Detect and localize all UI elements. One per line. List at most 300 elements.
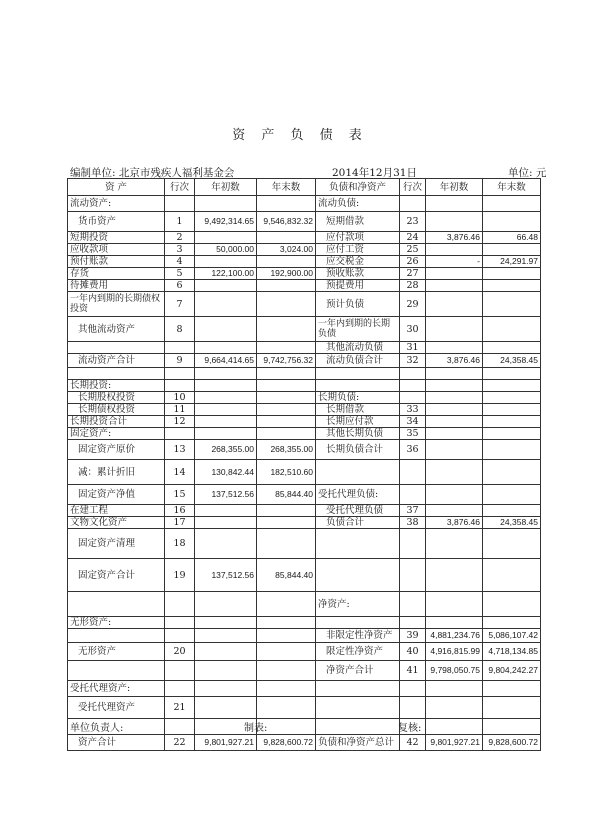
asset-item-cell: 预付账款 — [68, 256, 165, 268]
table-row — [68, 256, 541, 268]
asset-begin-cell — [195, 592, 257, 617]
liability-begin-cell — [426, 244, 483, 256]
asset-item-cell — [68, 629, 165, 643]
asset-line-cell — [165, 428, 195, 440]
liability-end-cell: 24,358.45 — [483, 354, 541, 368]
liability-begin-cell — [426, 196, 483, 212]
liability-line-cell: 37 — [400, 505, 426, 517]
asset-begin-cell — [195, 681, 257, 697]
table-row — [68, 460, 541, 485]
liability-line-cell: 28 — [400, 280, 426, 292]
liability-begin-cell — [426, 317, 483, 342]
table-row — [68, 559, 541, 592]
liability-begin-cell: 3,876.46 — [426, 232, 483, 244]
liability-line-cell: 30 — [400, 317, 426, 342]
liability-end-cell — [483, 317, 541, 342]
liability-begin-cell — [426, 681, 483, 697]
asset-line-cell: 16 — [165, 505, 195, 517]
liability-begin-cell — [426, 368, 483, 380]
asset-begin-cell — [195, 697, 257, 719]
table-row — [68, 292, 541, 317]
asset-item-cell: 固定资产合计 — [68, 559, 165, 592]
liability-item-cell — [316, 368, 400, 380]
liability-end-cell — [483, 559, 541, 592]
liability-begin-cell — [426, 617, 483, 629]
liability-end-cell — [483, 292, 541, 317]
liability-line-cell — [400, 681, 426, 697]
table-row — [68, 485, 541, 505]
liability-item-cell: 预计负债 — [316, 292, 400, 317]
asset-end-cell — [257, 661, 316, 681]
liability-end-cell — [483, 212, 541, 232]
header-liabilities: 负债和净资产 — [316, 179, 400, 196]
liability-end-cell — [483, 485, 541, 505]
asset-end-cell — [257, 592, 316, 617]
liability-line-cell — [400, 485, 426, 505]
asset-end-cell — [257, 342, 316, 354]
header-assets: 资 产 — [68, 179, 165, 196]
liability-end-cell: 24,358.45 — [483, 517, 541, 529]
asset-line-cell: 1 — [165, 212, 195, 232]
asset-end-cell: 9,546,832.32 — [257, 212, 316, 232]
liability-end-cell — [483, 404, 541, 416]
liability-line-cell: 27 — [400, 268, 426, 280]
asset-begin-cell: 50,000.00 — [195, 244, 257, 256]
liability-end-cell — [483, 244, 541, 256]
liability-line-cell — [400, 559, 426, 592]
asset-line-cell: 11 — [165, 404, 195, 416]
liability-line-cell — [400, 529, 426, 559]
asset-end-cell: 268,355.00 — [257, 440, 316, 460]
asset-line-cell: 20 — [165, 643, 195, 661]
asset-end-cell: 9,742,756.32 — [257, 354, 316, 368]
liability-item-cell: 长期负债合计 — [316, 440, 400, 460]
asset-line-cell: 2 — [165, 232, 195, 244]
asset-item-cell: 长期股权投资 — [68, 392, 165, 404]
asset-item-cell: 流动资产: — [68, 196, 165, 212]
table-row — [68, 232, 541, 244]
asset-line-cell: 22 — [165, 735, 195, 751]
balance-sheet-table — [67, 178, 541, 751]
asset-end-cell — [257, 317, 316, 342]
table-row — [68, 317, 541, 342]
asset-line-cell: 17 — [165, 517, 195, 529]
table-row — [68, 404, 541, 416]
asset-end-cell — [257, 529, 316, 559]
liability-item-cell — [316, 617, 400, 629]
asset-item-cell: 资产合计 — [68, 735, 165, 751]
table-row — [68, 342, 541, 354]
asset-item-cell: 文物文化资产 — [68, 517, 165, 529]
asset-begin-cell — [195, 280, 257, 292]
asset-item-cell: 短期投资 — [68, 232, 165, 244]
asset-begin-cell: 122,100.00 — [195, 268, 257, 280]
liability-end-cell: 5,086,107.42 — [483, 629, 541, 643]
asset-item-cell — [68, 592, 165, 617]
table-row — [68, 416, 541, 428]
table-row — [68, 212, 541, 232]
asset-item-cell: 长期投资: — [68, 380, 165, 392]
liability-line-cell — [400, 460, 426, 485]
asset-line-cell: 8 — [165, 317, 195, 342]
liability-item-cell: 负债合计 — [316, 517, 400, 529]
asset-line-cell: 7 — [165, 292, 195, 317]
asset-end-cell — [257, 517, 316, 529]
asset-begin-cell — [195, 392, 257, 404]
asset-begin-cell — [195, 517, 257, 529]
liability-end-cell — [483, 380, 541, 392]
asset-begin-cell: 9,664,414.65 — [195, 354, 257, 368]
liability-begin-cell — [426, 292, 483, 317]
liability-item-cell: 限定性净资产 — [316, 643, 400, 661]
liability-item-cell: 受托代理负债: — [316, 485, 400, 505]
asset-item-cell: 货币资产 — [68, 212, 165, 232]
asset-end-cell — [257, 404, 316, 416]
liability-item-cell: 非限定性净资产 — [316, 629, 400, 643]
currency-unit: 单位: 元 — [508, 167, 547, 179]
asset-line-cell — [165, 681, 195, 697]
asset-item-cell: 无形资产 — [68, 643, 165, 661]
liability-line-cell — [400, 592, 426, 617]
liability-begin-cell — [426, 559, 483, 592]
liability-begin-cell — [426, 280, 483, 292]
liability-line-cell: 35 — [400, 428, 426, 440]
table-row — [68, 196, 541, 212]
asset-item-cell: 存货 — [68, 268, 165, 280]
asset-item-cell: 长期投资合计 — [68, 416, 165, 428]
liability-begin-cell — [426, 440, 483, 460]
liability-begin-cell: 3,876.46 — [426, 517, 483, 529]
liability-line-cell: 39 — [400, 629, 426, 643]
table-row — [68, 368, 541, 380]
liability-begin-cell — [426, 719, 483, 735]
header-ending: 年末数 — [257, 179, 316, 196]
asset-begin-cell — [195, 617, 257, 629]
liability-begin-cell — [426, 460, 483, 485]
asset-begin-cell: 268,355.00 — [195, 440, 257, 460]
liability-line-cell — [400, 392, 426, 404]
liability-line-cell: 38 — [400, 517, 426, 529]
liability-end-cell — [483, 460, 541, 485]
liability-begin-cell: 9,801,927.21 — [426, 735, 483, 751]
asset-line-cell — [165, 592, 195, 617]
table-row — [68, 617, 541, 629]
liability-begin-cell — [426, 485, 483, 505]
asset-end-cell — [257, 232, 316, 244]
liability-end-cell — [483, 697, 541, 719]
liability-begin-cell — [426, 268, 483, 280]
table-row — [68, 392, 541, 404]
table-row — [68, 428, 541, 440]
asset-item-cell: 长期债权投资 — [68, 404, 165, 416]
liability-item-cell: 其他流动负债 — [316, 342, 400, 354]
liability-begin-cell — [426, 212, 483, 232]
liability-end-cell — [483, 592, 541, 617]
liability-end-cell — [483, 617, 541, 629]
liability-line-cell: 24 — [400, 232, 426, 244]
asset-end-cell — [257, 681, 316, 697]
liability-line-cell: 42 — [400, 735, 426, 751]
liability-begin-cell — [426, 416, 483, 428]
liability-line-cell: 34 — [400, 416, 426, 428]
liability-begin-cell: 4,916,815.99 — [426, 643, 483, 661]
liability-item-cell: 长期借款 — [316, 404, 400, 416]
asset-item-cell: 固定资产: — [68, 428, 165, 440]
table-row — [68, 592, 541, 617]
liability-end-cell — [483, 529, 541, 559]
asset-line-cell — [165, 342, 195, 354]
asset-begin-cell — [195, 404, 257, 416]
asset-begin-cell — [195, 342, 257, 354]
asset-end-cell — [257, 505, 316, 517]
asset-begin-cell — [195, 368, 257, 380]
liability-begin-cell — [426, 529, 483, 559]
table-row — [68, 280, 541, 292]
asset-begin-cell: 130,842.44 — [195, 460, 257, 485]
asset-line-cell: 4 — [165, 256, 195, 268]
liability-item-cell — [316, 380, 400, 392]
asset-end-cell — [257, 428, 316, 440]
asset-line-cell: 3 — [165, 244, 195, 256]
asset-end-cell — [257, 392, 316, 404]
liability-item-cell — [316, 697, 400, 719]
asset-line-cell: 13 — [165, 440, 195, 460]
liability-begin-cell: 9,798,050.75 — [426, 661, 483, 681]
liability-line-cell — [400, 617, 426, 629]
asset-begin-cell — [195, 196, 257, 212]
report-date: 2014年12月31日 — [332, 167, 417, 179]
asset-line-cell: 21 — [165, 697, 195, 719]
liability-end-cell — [483, 416, 541, 428]
asset-begin-cell — [195, 256, 257, 268]
asset-begin-cell — [195, 232, 257, 244]
asset-begin-cell — [195, 629, 257, 643]
liability-begin-cell: 3,876.46 — [426, 354, 483, 368]
liability-end-cell — [483, 392, 541, 404]
liability-begin-cell — [426, 592, 483, 617]
liability-line-cell: 40 — [400, 643, 426, 661]
liability-item-cell: 长期应付款 — [316, 416, 400, 428]
liability-begin-cell: - — [426, 256, 483, 268]
liability-item-cell: 受托代理负债 — [316, 505, 400, 517]
asset-end-cell — [257, 629, 316, 643]
liability-item-cell: 长期负债: — [316, 392, 400, 404]
header-line-no-2: 行次 — [400, 179, 426, 196]
asset-line-cell: 10 — [165, 392, 195, 404]
liability-begin-cell — [426, 505, 483, 517]
asset-item-cell: 待摊费用 — [68, 280, 165, 292]
liability-item-cell: 负债和净资产总计 — [316, 735, 400, 751]
asset-line-cell — [165, 719, 195, 735]
table-row — [68, 354, 541, 368]
liability-end-cell — [483, 440, 541, 460]
asset-end-cell — [257, 256, 316, 268]
asset-item-cell: 无形资产: — [68, 617, 165, 629]
asset-begin-cell — [195, 428, 257, 440]
page-title: 资 产 负 债 表 — [232, 128, 368, 143]
liability-item-cell: 净资产: — [316, 592, 400, 617]
liability-item-cell: 短期借款 — [316, 212, 400, 232]
liability-item-cell — [316, 529, 400, 559]
asset-end-cell — [257, 643, 316, 661]
table-row — [68, 380, 541, 392]
asset-line-cell: 9 — [165, 354, 195, 368]
asset-end-cell — [257, 617, 316, 629]
asset-begin-cell — [195, 292, 257, 317]
asset-end-cell: 182,510.60 — [257, 460, 316, 485]
liability-item-cell — [316, 559, 400, 592]
asset-end-cell — [257, 196, 316, 212]
asset-line-cell: 19 — [165, 559, 195, 592]
asset-line-cell: 5 — [165, 268, 195, 280]
liability-end-cell — [483, 196, 541, 212]
asset-item-cell: 在建工程 — [68, 505, 165, 517]
liability-end-cell: 9,828,600.72 — [483, 735, 541, 751]
asset-end-cell — [257, 368, 316, 380]
asset-begin-cell — [195, 661, 257, 681]
asset-end-cell: 3,024.00 — [257, 244, 316, 256]
asset-item-cell: 固定资产清理 — [68, 529, 165, 559]
asset-begin-cell — [195, 380, 257, 392]
asset-end-cell — [257, 380, 316, 392]
liability-begin-cell — [426, 342, 483, 354]
organization: 编制单位: 北京市残疾人福利基金会 — [70, 167, 235, 179]
liability-item-cell: 流动负债合计 — [316, 354, 400, 368]
liability-line-cell — [400, 380, 426, 392]
liability-item-cell: 流动负债: — [316, 196, 400, 212]
liability-item-cell: 预收账款 — [316, 268, 400, 280]
liability-line-cell: 23 — [400, 212, 426, 232]
asset-end-cell — [257, 292, 316, 317]
table-row — [68, 697, 541, 719]
liability-line-cell — [400, 697, 426, 719]
header-line-no: 行次 — [165, 179, 195, 196]
principal-label: 单位负责人: — [70, 723, 124, 734]
asset-end-cell: 85,844.40 — [257, 559, 316, 592]
asset-end-cell — [257, 416, 316, 428]
table-row — [68, 719, 541, 735]
header-beginning: 年初数 — [195, 179, 257, 196]
header-beginning-2: 年初数 — [426, 179, 483, 196]
liability-line-cell — [400, 368, 426, 380]
asset-item-cell: 其他流动资产 — [68, 317, 165, 342]
liability-line-cell: 36 — [400, 440, 426, 460]
asset-end-cell: 9,828,600.72 — [257, 735, 316, 751]
asset-end-cell — [257, 280, 316, 292]
table-row — [68, 244, 541, 256]
liability-item-cell: 应交税金 — [316, 256, 400, 268]
asset-line-cell — [165, 196, 195, 212]
asset-item-cell: 固定资产原价 — [68, 440, 165, 460]
asset-item-cell: 一年内到期的长期债权投资 — [68, 292, 165, 317]
table-header-row — [68, 179, 541, 196]
liability-line-cell: 41 — [400, 661, 426, 681]
liability-end-cell — [483, 719, 541, 735]
liability-begin-cell — [426, 428, 483, 440]
table-row — [68, 268, 541, 280]
table-row — [68, 643, 541, 661]
liability-item-cell — [316, 681, 400, 697]
liability-item-cell: 预提费用 — [316, 280, 400, 292]
asset-end-cell: 85,844.40 — [257, 485, 316, 505]
asset-item-cell — [68, 368, 165, 380]
asset-end-cell — [257, 697, 316, 719]
liability-line-cell — [400, 196, 426, 212]
liability-end-cell — [483, 342, 541, 354]
asset-begin-cell: 137,512.56 — [195, 559, 257, 592]
asset-line-cell — [165, 661, 195, 681]
liability-line-cell: 31 — [400, 342, 426, 354]
liability-item-cell: 净资产合计 — [316, 661, 400, 681]
asset-line-cell: 15 — [165, 485, 195, 505]
liability-end-cell — [483, 268, 541, 280]
table-body — [68, 196, 541, 751]
asset-line-cell: 18 — [165, 529, 195, 559]
table-row — [68, 661, 541, 681]
asset-begin-cell — [195, 643, 257, 661]
reviewer-label: 复核: — [398, 723, 422, 734]
liability-begin-cell — [426, 380, 483, 392]
liability-line-cell: 29 — [400, 292, 426, 317]
asset-item-cell: 固定资产净值 — [68, 485, 165, 505]
asset-item-cell: 流动资产合计 — [68, 354, 165, 368]
asset-begin-cell — [195, 505, 257, 517]
liability-end-cell — [483, 280, 541, 292]
table-row — [68, 629, 541, 643]
asset-begin-cell: 9,492,314.65 — [195, 212, 257, 232]
table-row — [68, 681, 541, 697]
table-row — [68, 505, 541, 517]
asset-line-cell — [165, 368, 195, 380]
preparer-label: 制表: — [244, 723, 268, 734]
liability-item-cell — [316, 460, 400, 485]
table-row — [68, 440, 541, 460]
liability-begin-cell — [426, 697, 483, 719]
asset-begin-cell — [195, 317, 257, 342]
liability-end-cell — [483, 428, 541, 440]
asset-begin-cell — [195, 529, 257, 559]
asset-begin-cell — [195, 416, 257, 428]
asset-item-cell — [68, 661, 165, 681]
liability-item-cell: 应付工资 — [316, 244, 400, 256]
liability-end-cell: 24,291.97 — [483, 256, 541, 268]
liability-end-cell — [483, 681, 541, 697]
asset-line-cell: 6 — [165, 280, 195, 292]
asset-end-cell: 192,900.00 — [257, 268, 316, 280]
liability-line-cell: 32 — [400, 354, 426, 368]
liability-end-cell — [483, 505, 541, 517]
header-ending-2: 年末数 — [483, 179, 541, 196]
liability-begin-cell — [426, 392, 483, 404]
asset-line-cell — [165, 617, 195, 629]
asset-begin-cell: 137,512.56 — [195, 485, 257, 505]
asset-item-cell: 减：累计折旧 — [68, 460, 165, 485]
liability-end-cell: 4,718,134.85 — [483, 643, 541, 661]
asset-line-cell — [165, 629, 195, 643]
liability-end-cell: 66.48 — [483, 232, 541, 244]
liability-end-cell — [483, 368, 541, 380]
liability-item-cell: 其他长期负债 — [316, 428, 400, 440]
asset-item-cell: 受托代理资产: — [68, 681, 165, 697]
asset-begin-cell: 9,801,927.21 — [195, 735, 257, 751]
asset-item-cell — [68, 342, 165, 354]
liability-begin-cell: 4,881,234.76 — [426, 629, 483, 643]
asset-item-cell: 应收款项 — [68, 244, 165, 256]
table-row — [68, 517, 541, 529]
liability-line-cell: 26 — [400, 256, 426, 268]
liability-item-cell: 一年内到期的长期负债 — [316, 317, 400, 342]
liability-line-cell: 25 — [400, 244, 426, 256]
